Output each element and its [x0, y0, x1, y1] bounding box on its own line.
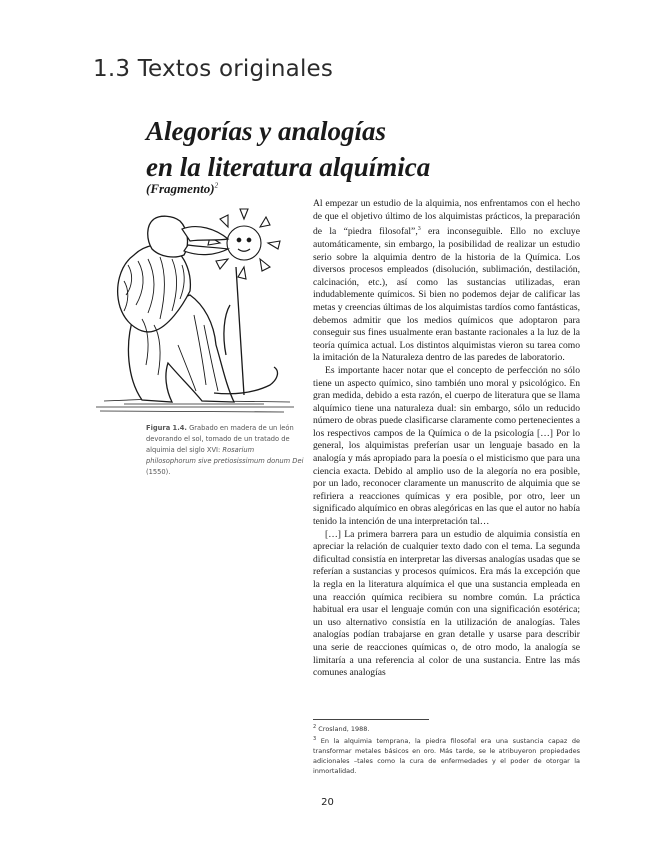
footnote-divider	[313, 719, 429, 720]
body-paragraph-2: Es importante hacer notar que el concepto de perfección no sólo tiene un aspecto químico, sino también uno moral y psicológico. En gran medida, debido a esta razón, el cuerpo de literatura que se llama alquímico tiene una naturaleza dual: sin embargo, sólo un reducido número de obras puede clasificarse claramente como pertenecientes a los respectivos campos de la Química o de la psicología […] Por lo general, los alquimistas preferían usar un lenguaje basado en la analogía y más apropiado para la poesía o el misticismo que para una ciencia exacta. Debido al amplio uso de la alegoría no era posible, por un lado, reconocer claramente un manuscrito de alquimia que se refiriera a reacciones químicas y era posible, por otro, leer un significado alquímico en obras alegóricas en las que el autor no había tenido la intención de una interpretación tal…	[313, 364, 580, 528]
caption-text: Grabado en madera de un león devorando el sol, tomado de un tratado de alquimia del siglo XVI:	[146, 424, 294, 454]
subtitle-text: (Fragmento)	[146, 181, 215, 196]
body-paragraph-1	[313, 198, 580, 365]
footnote-2	[313, 722, 580, 734]
sun	[208, 209, 280, 279]
staff	[224, 267, 244, 395]
page-number: 20	[321, 797, 334, 808]
figure-woodcut	[94, 195, 299, 417]
figure-caption	[146, 423, 304, 478]
article-title-line-1: Alegorías y analogías	[146, 116, 387, 146]
footnote-3-ref: 3	[313, 736, 317, 743]
article-title	[146, 113, 576, 185]
footnote-3-text: En la alquimia temprana, la piedra filosofal era una sustancia capaz de transformar metales básicos en oro. Más tarde, se le atribuyeron propiedades adicionales –tales como la cura de enfermedades y el poder de otorgar la inmortalidad.	[313, 737, 580, 776]
section-heading: 1.3 Textos originales	[93, 56, 334, 82]
lion-jaws	[182, 227, 228, 255]
subtitle-note-ref: 2	[214, 181, 219, 190]
footnotes	[313, 722, 580, 776]
p1-note-ref: 3	[417, 226, 421, 233]
caption-work-title: Rosarium philosophorum sive pretiosissimum donum Dei	[146, 446, 304, 465]
caption-label: Figura 1.4.	[146, 424, 187, 432]
woodcut-lion-devouring-sun-icon	[94, 195, 299, 417]
ground-hatching	[96, 399, 294, 412]
article-body	[313, 198, 580, 680]
article-title-line-2: en la literatura alquímica	[146, 152, 431, 182]
footnote-2-text: Crosland, 1988.	[316, 725, 370, 734]
footnote-3	[313, 734, 580, 776]
body-paragraph-3: […] La primera barrera para un estudio de alquimia consistía en apreciar la relación de cualquier texto dado con el tema. La segunda dificultad consistía en interpretar las diversas analogías usadas que se referían a sustancias y procesos químicos. Era más la excepción que la regla en la literatura alquímica el que una sustancia empleada en una reacción química recibiera su nombre común. La práctica habitual era usar el lenguaje común con una significación esotérica; un uso alternativo consistía en la utilización de analogías. Tales analogías podían trabajarse en gran detalle y usarse para describir una serie de reacciones químicas o, de otro modo, la analogía se limitaría a una referencia al color de una sustancia. Entre las más comunes analogías	[313, 528, 580, 679]
caption-year: (1550).	[146, 468, 171, 476]
p1-text-after-ref: era inconseguible. Ello no excluye automáticamente, sin embargo, la posibilidad de realizar un estudio serio sobre la alquimia dentro de la historia de la Química. Los diversos procesos empleados (disolución, sublimación, destilación, calcinación, etc.), así como las sustancias utilizadas, eran indudablemente químicos. Si bien no podemos dejar de calificar las metas y creencias últimas de los alquimistas tardíos como fantásticas, debemos admitir que los medios químicos que adoptaron para conseguir sus fines usualmente eran bastante racionales a la luz de la teoría química actual. Los distintos alquimistas vieron su tarea como la imitación de la Naturaleza dentro de las paredes de laboratorio.	[313, 226, 580, 364]
p1-text-before-ref: Al empezar un estudio de la alquimia, nos enfrentamos con el hecho de que el objetivo último de los alquimistas prácticos, la preparación de la “piedra filosofal”,	[313, 198, 580, 238]
footnote-2-ref: 2	[313, 724, 317, 730]
